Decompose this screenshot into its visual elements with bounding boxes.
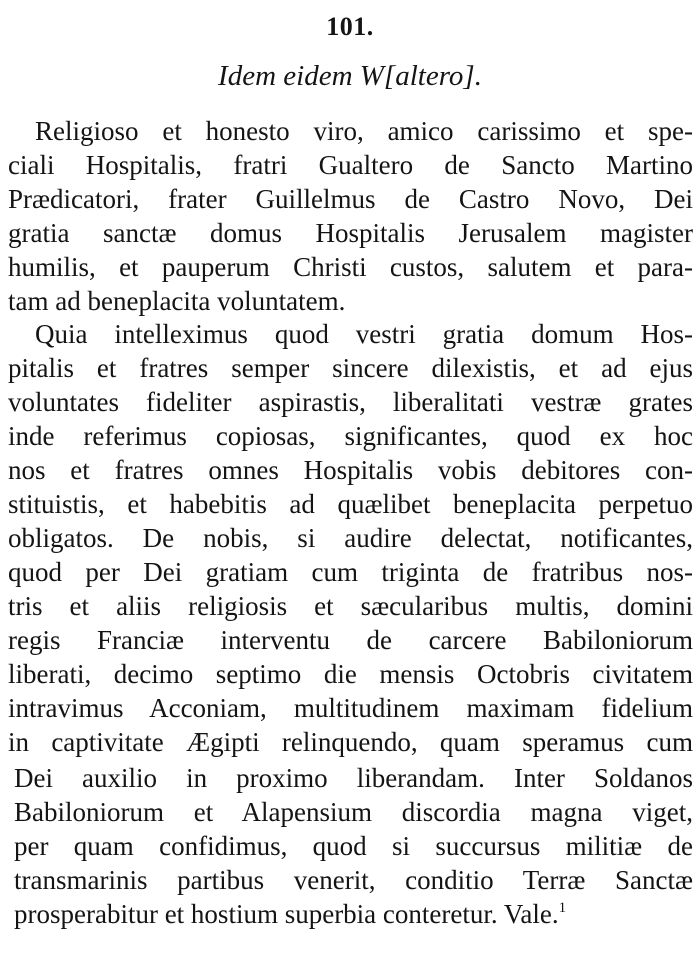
text-line: Babiloniorum et Alapensium discordia magna viget, xyxy=(14,797,693,827)
final-line-text: prosperabitur et hostium superbia conteretur. Vale. xyxy=(14,899,559,929)
text-line: quod per Dei gratiam cum triginta de fratribus nos- xyxy=(8,557,693,587)
text-line: stituistis, et habebitis ad quælibet beneplacita perpetuo xyxy=(8,489,693,519)
document-number: 101. xyxy=(326,12,374,41)
text-line: Religioso et honesto viro, amico carissimo et spe- xyxy=(35,116,693,146)
text-line: transmarinis partibus venerit, conditio Terræ Sanctæ xyxy=(14,865,693,895)
text-line: tam ad beneplacita voluntatem. xyxy=(8,286,346,316)
text-line: voluntates fideliter aspirastis, liberalitati vestræ grates xyxy=(8,387,693,417)
footnote-mark: 1 xyxy=(558,900,567,916)
text-line-final xyxy=(14,898,693,930)
text-line: nos et fratres omnes Hospitalis vobis debitores con- xyxy=(8,455,693,485)
text-line: ciali Hospitalis, fratri Gualtero de Sancto Martino xyxy=(8,150,693,180)
text-line: inde referimus copiosas, significantes, quod ex hoc xyxy=(8,421,693,451)
text-line: in captivitate Ægipti relinquendo, quam speramus cum xyxy=(8,727,693,757)
text-line: pitalis et fratres semper sincere dilexistis, et ad ejus xyxy=(8,353,693,383)
text-line: Quia intelleximus quod vestri gratia domum Hos- xyxy=(35,319,693,349)
document-title xyxy=(0,60,700,93)
text-line: Prædicatori, frater Guillelmus de Castro Novo, Dei xyxy=(8,184,693,214)
text-line: humilis, et pauperum Christi custos, salutem et para- xyxy=(8,252,693,282)
text-line: Dei auxilio in proximo liberandam. Inter Soldanos xyxy=(14,763,693,793)
title-bracket: [altero]. xyxy=(383,60,482,92)
text-line: liberati, decimo septimo die mensis Octobris civitatem xyxy=(8,659,693,689)
text-line: tris et aliis religiosis et sæcularibus multis, domini xyxy=(8,591,693,621)
text-line: regis Franciæ interventu de carcere Babiloniorum xyxy=(8,625,693,655)
text-line: obligatos. De nobis, si audire delectat, notificantes, xyxy=(8,523,693,553)
text-line: per quam confidimus, quod si succursus militiæ de xyxy=(14,831,693,861)
text-line: gratia sanctæ domus Hospitalis Jerusalem magister xyxy=(8,218,693,248)
title-main: Idem eidem W xyxy=(218,60,384,92)
text-line: intravimus Acconiam, multitudinem maximam fidelium xyxy=(8,693,693,723)
